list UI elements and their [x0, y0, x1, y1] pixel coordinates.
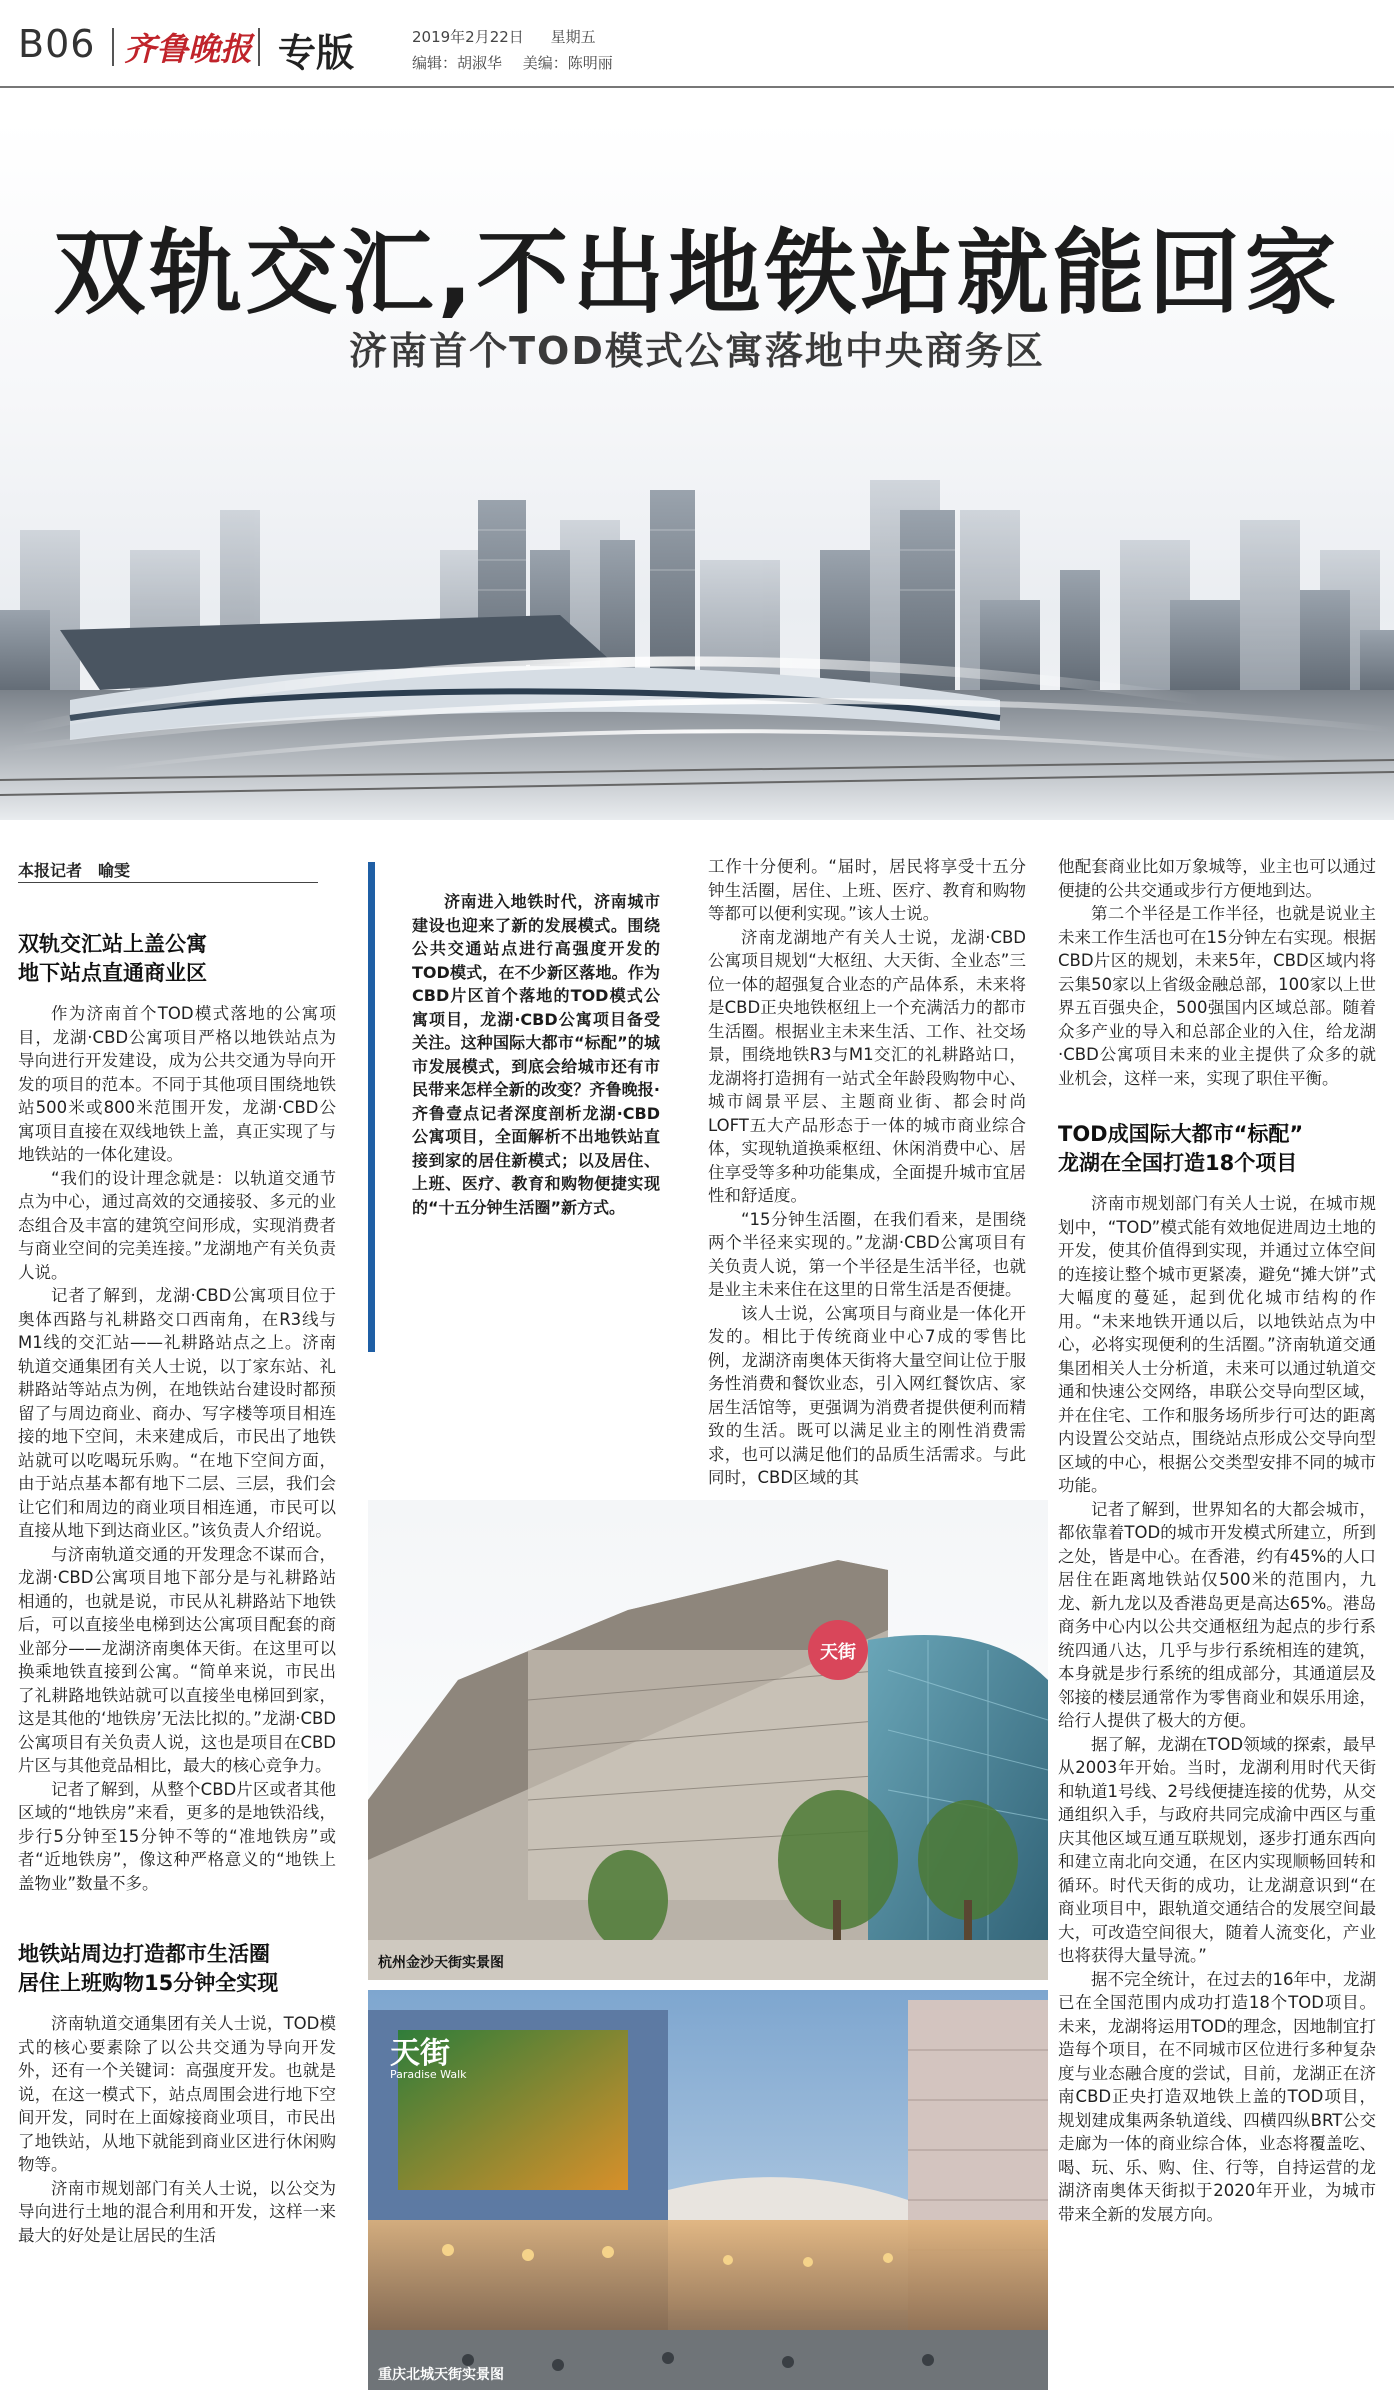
page-number: B06 — [18, 22, 96, 66]
designer-credit: 美编：陈明丽 — [522, 54, 613, 72]
skyline-train-illustration — [0, 400, 1394, 820]
date-line — [412, 26, 618, 47]
subheadline: 济南首个TOD模式公寓落地中央商务区 — [349, 329, 1045, 373]
article-column-1-bottom — [18, 1940, 336, 2247]
issue-date: 2019年2月22日 — [412, 28, 524, 46]
lead-accent-bar — [368, 862, 375, 1352]
photo-chongqing-mall — [368, 1990, 1048, 2390]
byline: 本报记者 喻雯 — [18, 861, 131, 880]
mall-sign: 天街 — [390, 2036, 450, 2071]
paragraph: 济南市规划部门有关人士说，以公交为导向进行土地的混合利用和开发，这样一来最大的好处是让居民的生活 — [18, 2178, 336, 2245]
hero-banner — [0, 120, 1394, 820]
lead-paragraph: 济南进入地铁时代，济南城市建设也迎来了新的发展模式。围绕公共交通站点进行高强度开发的TOD模式，在不少新区落地。作为CBD片区首个落地的TOD模式公寓项目，龙湖·CBD公寓项目备受关注。这种国际大都市“标配”的城市发展模式，到底会给城市还有市民带来怎样全新的改变？齐鲁晚报·齐鲁壹点记者深度剖析龙湖·CBD公寓项目，全面解析不出地铁站直接到家的居住新模式；以及居住、上班、医疗、教育和购物便捷实现的“十五分钟生活圈”新方式。 — [412, 892, 660, 1217]
paragraph: 该人士说，公寓项目与商业是一体化开发的。相比于传统商业中心7成的零售比例，龙湖济南奥体天街将大量空间让位于服务性消费和餐饮业态，引入网红餐饮店、家居生活馆等，更强调为消费者提供便利而精致的生活。既可以满足业主的刚性消费需求，也可以满足他们的品质生活需求。与此同时，CBD区域的其 — [708, 1303, 1026, 1487]
paragraph: 第二个半径是工作半径，也就是说业主未来工作生活也可在15分钟左右实现。根据CBD片区的规划，未来5年，CBD区域内将云集50家以上省级金融总部，100家以上世界五百强央企，500强国内区域总部。随着众多产业的导入和总部企业的入住，给龙湖·CBD公寓项目未来的业主提供了众多的就业机会，这样一来，实现了职住平衡。 — [1058, 904, 1376, 1088]
editor-line — [412, 52, 629, 73]
hangzhou-mall-illustration — [368, 1500, 1048, 1980]
section-name: 专版 — [278, 31, 355, 75]
paragraph: 据了解，龙湖在TOD领域的探索，最早从2003年开始。当时，龙湖利用时代天街和轨道1号线、2号线便捷连接的优势，从交通组织入手，与政府共同完成渝中西区与重庆其他区域互通互联规划，逐步打通东西向和建立南北向交通，在区内实现顺畅回转和循环。时代天街的成功，让龙湖意识到“在商业项目中，跟轨道交通结合的发展空间最大，可改造空间很大，随着人流变化，产业也将获得大量导流。” — [1058, 1734, 1376, 1965]
article-column-2 — [708, 855, 1026, 1490]
section-heading: TOD成国际大都市“标配” — [1058, 1122, 1304, 1146]
photo-caption: 重庆北城天街实景图 — [378, 2367, 504, 2383]
section-heading: 双轨交汇站上盖公寓 — [18, 932, 207, 956]
photo-hangzhou-mall — [368, 1500, 1048, 1980]
section-heading: 地下站点直通商业区 — [18, 961, 207, 985]
masthead — [0, 0, 1394, 80]
paragraph: 济南龙湖地产有关人士说，龙湖·CBD公寓项目规划“大枢纽、大天街、全业态”三位一体的超强复合业态的产品体系，未来将是CBD正央地铁枢纽上一个充满活力的都市生活圈。根据业主未来生活、工作、社交场景，围绕地铁R3与M1交汇的礼耕路站口，龙湖将打造拥有一站式全年龄段购物中心、城市阔景平层、主题商业街、都会时尚LOFT五大产品形态于一体的城市商业综合体，实现轨道换乘枢纽、休闲消费中心、居住享受等多种功能集成，全面提升城市宜居性和舒适度。 — [708, 927, 1026, 1205]
masthead-divider — [258, 28, 260, 66]
masthead-divider — [112, 28, 114, 66]
mall-sign-english: Paradise Walk — [390, 2068, 467, 2081]
mall-sign: 天街 — [820, 1642, 856, 1663]
article-column-3 — [1058, 855, 1376, 2226]
paragraph: 记者了解到，世界知名的大都会城市，都依靠着TOD的城市开发模式所建立，所到之处，皆是中心。在香港，约有45%的人口居住在距离地铁站仅500米的范围内，九龙、新九龙以及香港岛更是高达65%。港岛商务中心内以公共交通枢纽为起点的步行系统四通八达，几乎与步行系统相连的建筑，本身就是步行系统的组成部分，其通道层及邻接的楼层通常作为零售商业和娱乐用途，给行人提供了极大的方便。 — [1058, 1499, 1376, 1730]
paragraph: 与济南轨道交通的开发理念不谋而合，龙湖·CBD公寓项目地下部分是与礼耕路站相通的，也就是说，市民从礼耕路站下地铁后，可以直接坐电梯到达公寓项目配套的商业部分——龙湖济南奥体天街。在这里可以换乘地铁直接到公寓。“简单来说，市民出了礼耕路地铁站就可以直接坐电梯回到家，这是其他的‘地铁房’无法比拟的。”龙湖·CBD公寓项目有关负责人说，这也是项目在CBD片区与其他竞品相比，最大的核心竞争力。 — [18, 1544, 336, 1775]
chongqing-mall-illustration — [368, 1990, 1048, 2390]
paragraph: 记者了解到，龙湖·CBD公寓项目位于奥体西路与礼耕路交口西南角，在R3线与M1线的交汇站——礼耕路站点之上。济南轨道交通集团有关人士说，以丁家东站、礼耕路站等站点为例，在地铁站台建设时都预留了与周边商业、商办、写字楼等项目相连接的地下空间，未来建成后，市民出了地铁站就可以吃喝玩乐购。“在地下空间方面，由于站点基本都有地下二层、三层，我们会让它们和周边的商业项目相连通，市民可以直接从地下到达商业区。”该负责人介绍说。 — [18, 1286, 336, 1540]
paragraph: “我们的设计理念就是：以轨道交通节点为中心，通过高效的交通接驳、多元的业态组合及丰富的建筑空间形成，实现消费者与商业空间的完美连接。”龙湖地产有关负责人说。 — [18, 1168, 336, 1282]
paragraph: 济南轨道交通集团有关人士说，TOD模式的核心要素除了以公共交通为导向开发外，还有一个关键词：高强度开发。也就是说，在这一模式下，站点周围会进行地下空间开发，同时在上面嫁接商业项目，市民出了地铁站，从地下就能到商业区进行休闲购物等。 — [18, 2014, 336, 2174]
editor-credit: 编辑：胡淑华 — [412, 54, 503, 72]
paragraph: 作为济南首个TOD模式落地的公寓项目，龙湖·CBD公寓项目严格以地铁站点为导向进行开发建设，成为公共交通为导向开发的项目的范本。不同于其他项目围绕地铁站500米或800米范围开发，龙湖·CBD公寓项目直接在双线地铁上盖，真正实现了与地铁站的一体化建设。 — [18, 1004, 336, 1164]
paragraph: 据不完全统计，在过去的16年中，龙湖已在全国范围内成功打造18个TOD项目。未来，龙湖将运用TOD的理念，因地制宜打造每个项目，在不同城市区位进行多种复杂度与业态融合度的尝试，目前，龙湖正在济南CBD正央打造双地铁上盖的TOD项目，规划建成集两条轨道线、四横四纵BRT公交走廊为一体的商业综合体，业态将覆盖吃、喝、玩、乐、购、住、行等，自持运营的龙湖济南奥体天街拟于2020年开业，为城市带来全新的发展方向。 — [1058, 1969, 1376, 2224]
header-rule — [0, 86, 1394, 88]
photo-caption: 杭州金沙天街实景图 — [378, 1955, 504, 1971]
byline-rule — [18, 882, 318, 883]
section-heading: 居住上班购物15分钟全实现 — [18, 1971, 279, 1995]
paragraph: 记者了解到，从整个CBD片区或者其他区域的“地铁房”来看，更多的是地铁沿线，步行5分钟至15分钟不等的“准地铁房”或者“近地铁房”，像这种严格意义的“地铁上盖物业”数量不多。 — [18, 1779, 336, 1893]
paragraph: 他配套商业比如万象城等，业主也可以通过便捷的公共交通或步行方便地到达。 — [1058, 857, 1376, 900]
issue-weekday: 星期五 — [550, 28, 596, 46]
paragraph: 工作十分便利。“届时，居民将享受十五分钟生活圈，居住、上班、医疗、教育和购物等都可以便利实现。”该人士说。 — [708, 857, 1026, 923]
headline: 双轨交汇,不出地铁站就能回家 — [53, 220, 1341, 327]
paragraph: “15分钟生活圈，在我们看来，是围绕两个半径来实现的。”龙湖·CBD公寓项目有关负责人说，第一个半径是生活半径，也就是业主未来住在这里的日常生活是否便捷。 — [708, 1209, 1026, 1299]
section-heading: 龙湖在全国打造18个项目 — [1058, 1151, 1298, 1175]
section-heading: 地铁站周边打造都市生活圈 — [18, 1942, 270, 1966]
paragraph: 济南市规划部门有关人士说，在城市规划中，“TOD”模式能有效地促进周边土地的开发，使其价值得到实现，并通过立体空间的连接让整个城市更紧凑，避免“摊大饼”式大幅度的蔓延，起到优化城市结构的作用。“未来地铁开通以后，以地铁站点为中心，必将实现便利的生活圈。”济南轨道交通集团相关人士分析道，未来可以通过轨道交通和快速公交网络，串联公交导向型区域，并在住宅、工作和服务场所步行可达的距离内设置公交站点，围绕站点形成公交导向型区域的中心，根据公交类型安排不同的城市功能。 — [1058, 1194, 1376, 1495]
article-column-1 — [18, 930, 336, 1895]
paper-logo: 齐鲁晚报 — [124, 30, 253, 68]
